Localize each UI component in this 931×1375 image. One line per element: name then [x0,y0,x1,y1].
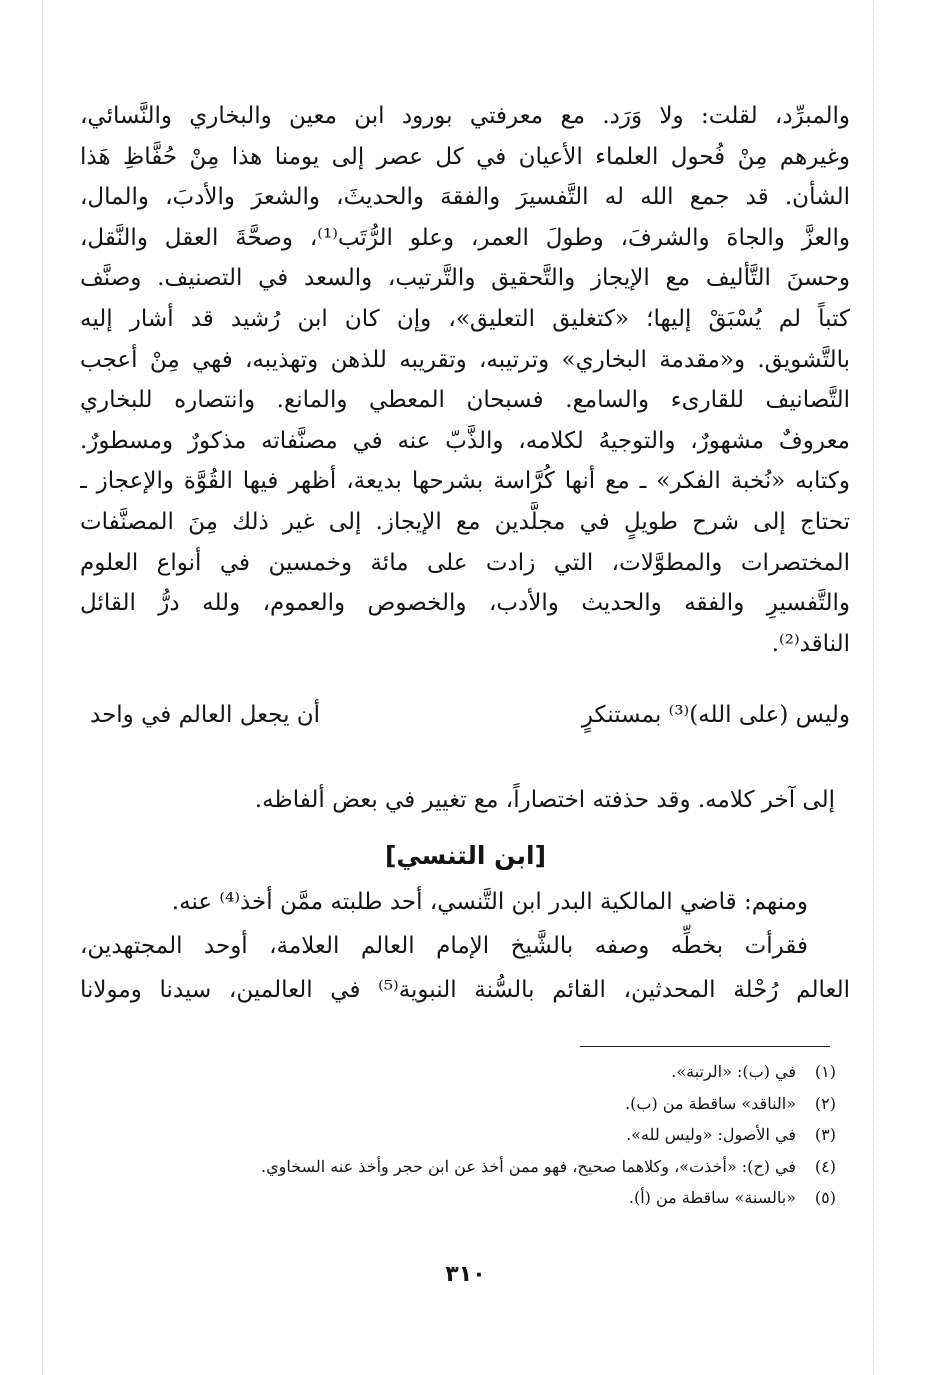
text-line: والعزَّ والجاهَ والشرفَ، وطولَ العمر، وعلو الرُّتَب⁽¹⁾، وصحَّةَ العقل والنَّقل، [80,224,850,251]
text-line: كتباً لم يُسْبَقْ إليها؛ «كتغليق التعليق»، وإن كان ابن رُشيد قد أشار إليه [80,305,850,332]
section-heading: [ابن التنسي] [384,841,547,870]
footnote-number: (٣) [814,1125,836,1144]
text-line: فقرأت بخطِّه وصفه بالشَّيخ الإمام العالم العلامة، أوحد المجتهدين، [80,933,808,959]
main-paragraph [80,96,850,664]
footnote-separator [580,1046,830,1047]
text-line: الشأن. قد جمع الله له التَّفسيرَ والفقهَ والحديثَ، والشعرَ والأدبَ، والمال، [80,184,850,211]
verse-note: إلى آخر كلامه. وقد حذفته اختصاراً، مع تغيير في بعض ألفاظه. [254,787,835,813]
verse-second-hemistich: أن يجعل العالم في واحد [90,702,321,728]
footnote-text: في الأصول: «وليس لله». [626,1125,796,1144]
text-line: المختصرات والمطوَّلات، التي زادت على مائة وخمسين في أنواع العلوم [80,549,850,576]
footnote-number: (٥) [814,1188,836,1207]
text-line: والمبرِّد، لقلت: ولا وَرَد. مع معرفتي بورود ابن معين والبخاري والنَّسائي، [80,103,850,129]
text-line: ومنهم: قاضي المالكية البدر ابن التَّنسي، أحد طلبته ممَّن أخذ⁽⁴⁾ عنه. [171,889,808,915]
left-margin-guide [42,0,43,1375]
footnote [80,1056,836,1088]
text-line: والتَّفسيرِ والفقه والحديث والأدب، والخصوص والعموم، ولله درُّ القائل [80,590,850,617]
page-number: ٣١٠ [445,1262,486,1287]
text-line: تحتاج إلى شرح طويلٍ في مجلَّدين مع الإيجاز. إلى غير ذلك مِنَ المصنَّفات [80,508,850,535]
footnote [80,1088,836,1120]
footnote-text: في (ب): «الرتبة». [671,1062,796,1081]
footnote-number: (١) [814,1062,836,1081]
text-line: معروفٌ مشهورٌ، والتوجيهُ لكلامه، والذَّبّ عنه في مصنَّفاته مذكورٌ ومسطورٌ. [80,427,850,454]
footnote-text: في (ح): «أخذت»، وكلاهما صحيح، فهو ممن أخذ عن ابن حجر وأخذ عنه السخاوي. [261,1156,796,1176]
footnote [80,1151,836,1183]
text-line: وحسنَ التَّأليف مع الإيجاز والتَّحقيق والتَّرتيب، والسعد في التصنيف. وصنَّف [80,265,850,292]
section-paragraph [80,880,850,1012]
footnote-text: «بالسنة» ساقطة من (أ). [628,1188,796,1207]
text-line: التَّصانيف للقارىء والسامع. فسبحان المعطي والمانع. وانتصاره للبخاري [80,387,850,414]
text-line: وكتابه «نُخبة الفكر» ـ مع أنها كُرَّاسة بشرحها بديعة، أظهر فيها القُوَّة والإعجاز ـ [80,468,850,495]
footnote-number: (٢) [814,1093,836,1113]
footnote [80,1182,836,1214]
text-line: بالتَّشويق. و«مقدمة البخاري» وترتيبه، وتقريبه للذهن وتهذيبه، فهي مِنْ أعجب [80,346,850,373]
poetry-verse [80,692,850,738]
footnote-text: «الناقد» ساقطة من (ب). [625,1093,796,1113]
text-line: وغيرهم مِنْ فُحول العلماء الأعيان في كل عصر إلى يومنا هذا مِنْ حُفَّاظِ هَذا [80,143,850,170]
footnote [80,1119,836,1151]
footnote-number: (٤) [814,1156,836,1176]
text-line: العالم رُحْلة المحدثين، القائم بالسُّنة النبوية⁽⁵⁾ في العالمين، سيدنا ومولانا [80,977,850,1003]
text-line: الناقد⁽²⁾. [771,630,850,657]
verse-first-hemistich: وليس (على الله)⁽³⁾ بمستنكرٍ [581,702,850,728]
right-margin-guide [873,0,874,1375]
footnotes [80,1056,836,1214]
